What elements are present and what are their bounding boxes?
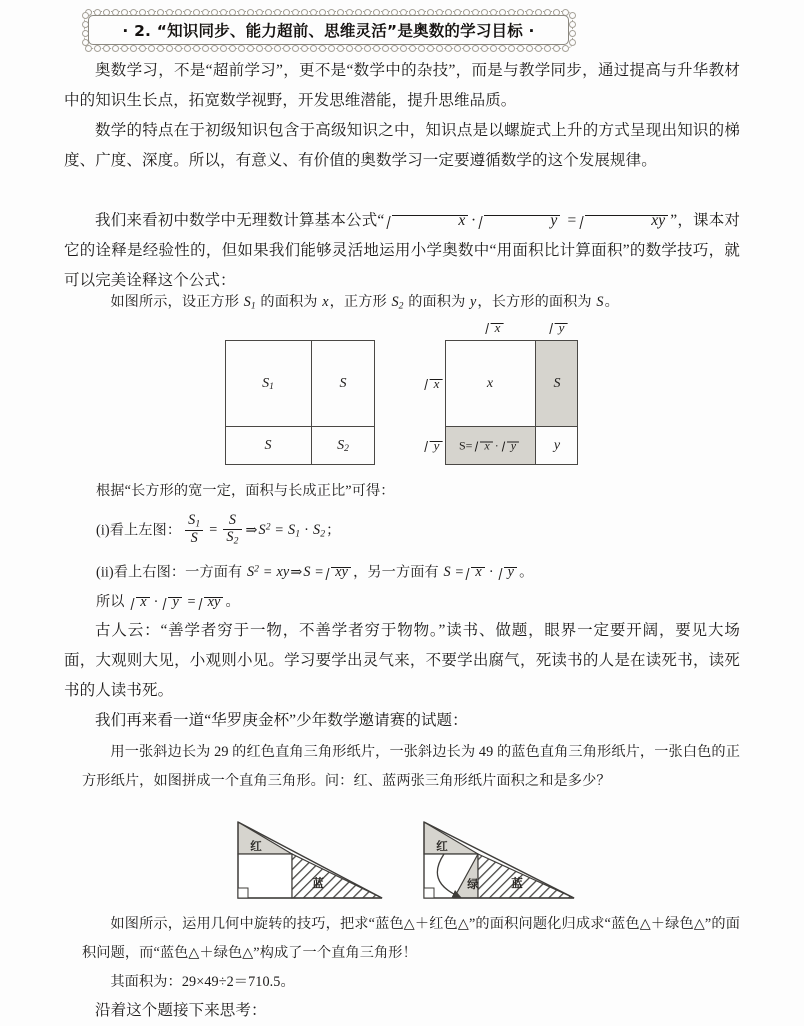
S1-rhs: $S_1$	[288, 522, 301, 540]
equals-sign-ii3: =	[455, 564, 464, 581]
paragraph-10: 我们再来看一道“华罗庚金杯”少年数学邀请赛的试题：	[95, 712, 468, 729]
fraction-denominator-S: S	[185, 530, 203, 547]
p4-part-d: 的面积为	[404, 294, 470, 310]
label-red-right: 红	[436, 839, 448, 853]
sqrt-xy-concl: xy	[198, 595, 224, 609]
cell-S-shaded-right-label: S	[553, 376, 561, 391]
equals-sign-concl: =	[187, 594, 196, 610]
page-title: · 2. “知识同步、能力超前、思维灵活”是奥数的学习目标 ·	[122, 22, 535, 40]
paragraph-4-setup	[82, 288, 740, 320]
p4-part-e: ，长方形的面积为	[477, 294, 596, 310]
right-angle-mark-left	[238, 888, 248, 898]
implies-arrow-i: ⇒	[245, 522, 258, 539]
fraction-numerator-S1: $S_1$	[188, 511, 201, 530]
cell-S-product-label: S= x · y	[459, 439, 521, 454]
sqrt-x-concl: x	[130, 595, 149, 609]
paragraph-3-lead: 我们来看初中数学中无理数计算基本公式“	[95, 212, 385, 229]
sqrt-y-ii: y	[498, 565, 517, 579]
label-green-right: 绿	[467, 877, 479, 891]
label-blue-left: 蓝	[312, 876, 324, 890]
cell-S-top-right-label: S	[339, 376, 347, 391]
formula-conclusion	[96, 588, 746, 617]
S-term-ii2: S	[443, 564, 451, 581]
p4-part-b: 的面积为	[256, 294, 322, 310]
sqrt-y-inline: y	[478, 213, 560, 229]
dim-label-top-sqrt-y: y	[547, 320, 570, 336]
symbol-S1: $S_1$	[243, 294, 256, 312]
equals-sign-i2: =	[275, 522, 284, 539]
right-angle-mark-right	[424, 888, 434, 898]
equals-sign-ii1: =	[263, 564, 272, 581]
fraction-S1-over-S	[185, 513, 203, 547]
title-inner-border	[88, 15, 569, 45]
formula-i-suffix: ；	[326, 522, 341, 539]
equals-sign-1: =	[567, 212, 577, 229]
figure-triangle-left	[228, 814, 398, 910]
symbol-S2: $S_2$	[391, 294, 404, 312]
formula-ii-prefix: (ii)看上右图：一方面有	[96, 564, 246, 581]
paragraph-2: 数学的特点在于初级知识包含于高级知识之中，知识点是以螺旋式上升的方式呈现出知识的梯度、广度、深度。所以，有意义、有价值的奥数学习一定要遵循数学的这个发展规律。	[64, 122, 740, 169]
paragraph-9: 古人云：“善学者穷于一物，不善学者穷于物物。”读书、做题，眼界一定要开阔，要见大场面，大观则大见，小观则小见。学习要学出灵气来，不要学出腐气，死读书的人是在读死书，读死书的人读书死。	[64, 622, 740, 699]
formula-line-i	[96, 510, 746, 553]
cell-y-area-label: y	[553, 438, 561, 453]
symbol-y-1: y	[470, 294, 477, 310]
paragraph-12: 如图所示，运用几何中旋转的技巧，把求“蓝色△＋红色△”的面积问题化归成求“蓝色△＋绿色△”的面积问题，而“蓝色△＋绿色△”构成了一个直角三角形！	[82, 916, 740, 961]
paragraph-3-tail: ”，课本对它的诠释是经验性的，但如果我们能够灵活地运用小学奥数中“用面积比计算面积”的数学技巧，就可以完美诠释这个公式：	[64, 212, 741, 289]
sqrt-xy-inline: xy	[579, 213, 668, 229]
paragraph-3	[64, 206, 740, 296]
dot-operator-ii: ·	[488, 564, 494, 581]
dim-label-top-sqrt-x: x	[483, 320, 506, 336]
fraction-S-over-S2	[223, 513, 241, 547]
sqrt-xy-ii: xy	[325, 565, 351, 579]
paragraph-11-problem: 用一张斜边长为 29 的红色直角三角形纸片，一张斜边长为 49 的蓝色直角三角形纸片，一张白色的正方形纸片，如图拼成一个直角三角形。问：红、蓝两张三角形纸片面积之和是多少？	[82, 744, 740, 789]
paragraph-14: 沿着这个题接下来思考：	[95, 1002, 267, 1019]
conclusion-end: 。	[225, 594, 240, 610]
sqrt-x-inline: x	[386, 213, 468, 229]
paragraph-5: 根据“长方形的宽一定，面积与长成正比”可得：	[96, 483, 395, 499]
cell-S2-label: $S_2$	[337, 437, 349, 455]
equals-sign-ii2: =	[315, 564, 324, 581]
dot-operator-concl: ·	[153, 594, 159, 610]
paragraph-13-area: 其面积为：29×49÷2＝710.5。	[110, 974, 295, 990]
label-blue-right: 蓝	[511, 876, 523, 890]
p4-part-c: ，正方形	[329, 294, 391, 310]
dot-operator-i: ·	[304, 522, 309, 539]
fraction-numerator-S: S	[228, 511, 237, 528]
section-title-banner	[84, 11, 573, 49]
symbol-x-1: x	[322, 294, 329, 310]
sqrt-x-ii: x	[465, 565, 484, 579]
fraction-denominator-S2: $S_2$	[223, 529, 241, 547]
xy-term: xy	[276, 564, 290, 581]
S-squared-i: $S^2$	[258, 522, 271, 539]
implies-arrow-ii: ⇒	[290, 564, 303, 581]
dim-label-side-sqrt-x: x	[422, 376, 445, 392]
conclusion-prefix: 所以	[96, 594, 129, 610]
formula-ii-end: 。	[519, 564, 534, 581]
S-squared-ii: $S^2$	[246, 564, 260, 581]
cell-S1-label: $S_1$	[262, 375, 274, 393]
paragraph-1: 奥数学习，不是“超前学习”，更不是“数学中的杂技”，而是与教学同步，通过提高与升华教材中的知识生长点，拓宽数学视野，开发思维潜能，提升思维品质。	[64, 62, 740, 109]
symbol-S-1: S	[596, 294, 604, 310]
cell-S-bottom-left-label: S	[264, 438, 272, 453]
S-term-ii: S	[303, 564, 311, 581]
formula-ii-mid: ，另一方面有	[353, 564, 443, 581]
cell-x-area-label: x	[486, 376, 494, 391]
formula-i-prefix: (i)看上左图：	[96, 522, 182, 539]
p4-part-a: 如图所示，设正方形	[110, 294, 243, 310]
dim-label-side-sqrt-y: y	[422, 438, 445, 454]
sqrt-y-concl: y	[162, 595, 181, 609]
dot-operator-1: ·	[471, 212, 476, 229]
equals-sign-i: =	[209, 522, 218, 539]
figure-triangle-right	[414, 814, 589, 910]
label-red-left: 红	[250, 839, 262, 853]
p4-part-f: 。	[604, 294, 619, 310]
formula-line-ii	[96, 555, 746, 587]
S2-rhs: $S_2$	[313, 522, 326, 540]
